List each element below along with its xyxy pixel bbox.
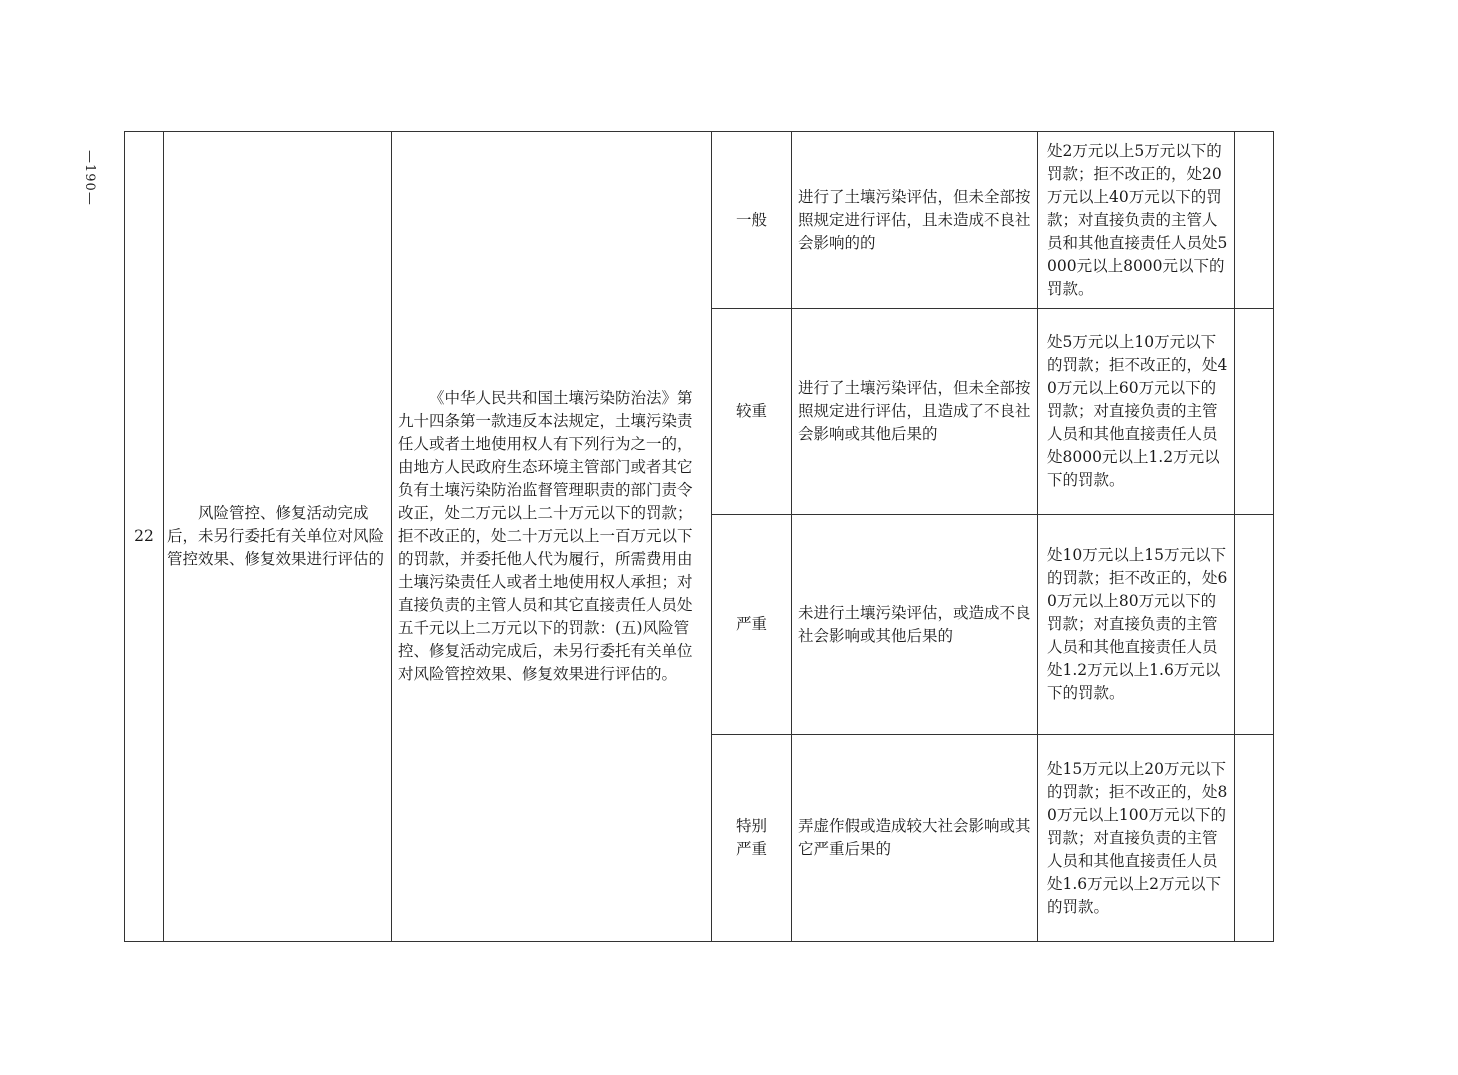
penalty-standard-table bbox=[124, 131, 1274, 942]
violation-situation: 未进行土壤污染评估，或造成不良社会影响或其他后果的 bbox=[792, 515, 1038, 735]
remarks-cell bbox=[1235, 309, 1274, 515]
violation-situation: 进行了土壤污染评估，但未全部按照规定进行评估，且未造成不良社会影响的的 bbox=[792, 132, 1038, 309]
remarks-cell bbox=[1235, 132, 1274, 309]
penalty-standard: 处15万元以上20万元以下的罚款；拒不改正的，处80万元以上100万元以下的罚款；对直接负责的主管人员和其他直接责任人员处1.6万元以上2万元以下的罚款。 bbox=[1038, 735, 1235, 942]
remarks-cell bbox=[1235, 735, 1274, 942]
legal-basis: 《中华人民共和国土壤污染防治法》第九十四条第一款违反本法规定，土壤污染责任人或者土地使用权人有下列行为之一的，由地方人民政府生态环境主管部门或者其它负有土壤污染防治监督管理职责的部门责令改正，处二万元以上二十万元以下的罚款；拒不改正的，处二十万元以上一百万元以下的罚款，并委托他人代为履行，所需费用由土壤污染责任人或者土地使用权人承担；对直接负责的主管人员和其它直接责任人员处五千元以上二万元以下的罚款：(五)风险管控、修复活动完成后，未另行委托有关单位对风险管控效果、修复效果进行评估的。 bbox=[392, 132, 712, 942]
penalty-standard: 处5万元以上10万元以下的罚款；拒不改正的，处40万元以上60万元以下的罚款；对直接负责的主管人员和其他直接责任人员处8000元以上1.2万元以下的罚款。 bbox=[1038, 309, 1235, 515]
severity-level bbox=[712, 132, 792, 309]
severity-level-label: 一般 bbox=[735, 210, 767, 229]
severity-level-label: 严重 bbox=[735, 615, 767, 633]
severity-level-label: 较重 bbox=[735, 402, 767, 420]
item-number: 22 bbox=[125, 132, 164, 942]
violation-situation: 弄虚作假或造成较大社会影响或其它严重后果的 bbox=[792, 735, 1038, 942]
violation-situation: 进行了土壤污染评估，但未全部按照规定进行评估，且造成了不良社会影响或其他后果的 bbox=[792, 309, 1038, 515]
penalty-standard: 处2万元以上5万元以下的罚款；拒不改正的，处20万元以上40万元以下的罚款；对直接负责的主管人员和其他直接责任人员处5000元以上8000元以下的罚款。 bbox=[1038, 132, 1235, 309]
severity-level bbox=[712, 515, 792, 735]
severity-level-label: 特别严重 bbox=[735, 817, 767, 858]
table-row bbox=[125, 132, 1274, 309]
penalty-standard: 处10万元以上15万元以下的罚款；拒不改正的，处60万元以上80万元以下的罚款；对直接负责的主管人员和其他直接责任人员处1.2万元以上1.6万元以下的罚款。 bbox=[1038, 515, 1235, 735]
page-number: —190— bbox=[82, 150, 97, 206]
severity-level bbox=[712, 309, 792, 515]
remarks-cell bbox=[1235, 515, 1274, 735]
violation-description: 风险管控、修复活动完成后，未另行委托有关单位对风险管控效果、修复效果进行评估的 bbox=[164, 132, 392, 942]
severity-level bbox=[712, 735, 792, 942]
